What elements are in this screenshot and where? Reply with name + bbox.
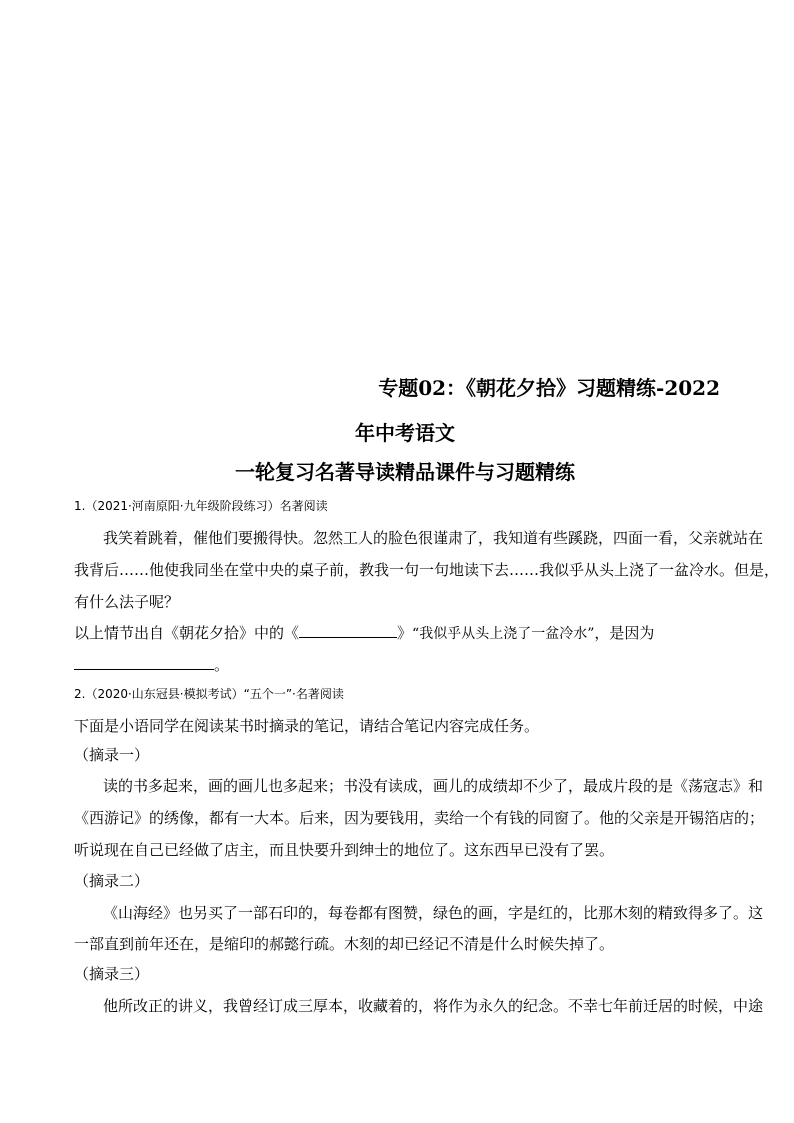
excerpt-line: 听说现在自己已经做了店主，而且快要升到绅士的地位了。这东西早已没有了罢。 xyxy=(74,841,615,859)
q1-prompt-text: 以上情节出自《朝花夕拾》中的《 xyxy=(74,624,300,642)
q1-prompt xyxy=(74,623,724,644)
q1-paragraph-line: 我背后……他使我同坐在堂中央的桌子前，教我一句一句地读下去……我似乎从头上浇了一盆冷水。但是， xyxy=(74,561,780,579)
q1-prompt-text: 》 xyxy=(397,624,413,642)
title-line-2: 年中考语文 xyxy=(355,421,455,445)
excerpt-line: 他所改正的讲义，我曾经订成三厚本，收藏着的，将作为永久的纪念。不幸七年前迁居的时候，中途 xyxy=(103,997,764,1015)
excerpt-label: （摘录二） xyxy=(74,872,150,890)
excerpt-line: 《山海经》也另买了一部石印的，每卷都有图赞，绿色的画，字是红的，比那木刻的精致得多了。这 xyxy=(103,904,764,922)
q1-answer-line xyxy=(74,655,724,675)
excerpt-line: 读的书多起来，画的画儿也多起来；书没有读成，画儿的成绩却不少了，最成片段的是《荡寇志》和 xyxy=(103,777,764,795)
excerpt-label: （摘录一） xyxy=(74,746,150,764)
q2-source: 2.（2020·山东冠县·模拟考试）“五个一”·名著阅读 xyxy=(74,687,344,701)
answer-blank[interactable] xyxy=(74,655,214,670)
excerpt-label: （摘录三） xyxy=(74,965,150,983)
q1-paragraph-line: 有什么法子呢？ xyxy=(74,593,180,611)
answer-blank[interactable] xyxy=(299,623,397,638)
q2-intro: 下面是小语同学在阅读某书时摘录的笔记，请结合笔记内容完成任务。 xyxy=(74,717,540,735)
excerpt-line: 《西游记》的绣像，都有一大本。后来，因为要钱用，卖给一个有钱的同窗了。他的父亲是开锡箔店的； xyxy=(74,809,765,827)
q1-end-mark: 。 xyxy=(214,656,230,674)
q1-paragraph-line: 我笑着跳着，催他们要搬得快。忽然工人的脸色很谨肃了，我知道有些蹊跷，四面一看，父亲就站在 xyxy=(103,529,764,547)
title-line-1: 专题02：《朝花夕拾》习题精练-2022 xyxy=(378,376,720,400)
q1-prompt-text: ，是因为 xyxy=(594,624,655,642)
excerpt-line: 一部直到前年还在，是缩印的郝懿行疏。木刻的却已经记不清是什么时候失掉了。 xyxy=(74,935,615,953)
q1-prompt-quote: “我似乎从头上浇了一盆冷水” xyxy=(412,626,595,642)
title-line-3: 一轮复习名著导读精品课件与习题精练 xyxy=(235,460,575,484)
q1-source: 1.（2021·河南原阳·九年级阶段练习）名著阅读 xyxy=(74,499,328,513)
